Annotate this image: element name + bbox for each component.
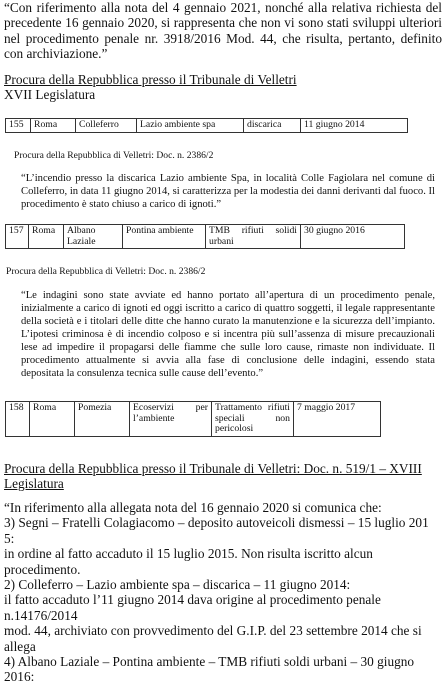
cell-company: Pontina ambiente [123, 225, 206, 249]
body-line: 2) Colleferro – Lazio ambiente spa – discarica – 11 giugno 2014: [4, 577, 351, 593]
top-quote: “Con riferimento alla nota del 4 gennaio 2021, nonché alla relativa richiesta del precedente 16 gennaio 2020, si rappresenta che non vi sono stati sviluppi ulteriori nel procedimento penale nr. 3918/2016 Mod. 44, che risulta, pertanto, definito con archiviazione.” [4, 0, 442, 62]
cell-num: 155 [6, 119, 31, 133]
cell-date: 30 giugno 2016 [301, 225, 405, 249]
body-text [4, 500, 442, 685]
body-line: mod. 44, archiviato con provvedimento del G.I.P. del 23 settembre 2014 che si allega [4, 623, 422, 654]
cell-date: 11 giugno 2014 [301, 119, 408, 133]
section-heading-velletri [4, 72, 297, 102]
quote-block-1: “L’incendio presso la discarica Lazio ambiente Spa, in località Colle Fagiolara nel comune di Colleferro, in data 11 giugno 2014, si caratterizza per la modestia dei danni derivanti dal fuoco. Il procedimento è stato chiuso a carico di ignoti.” [21, 173, 435, 210]
section-title: Procura della Repubblica presso il Tribunale di Velletri [4, 72, 297, 87]
source-ref-2: Procura della Repubblica di Velletri: Doc. n. 2386/2 [6, 266, 206, 277]
body-line: il fatto accaduto l’11 giugno 2014 dava origine al procedimento penale n.14176/2014 [4, 592, 381, 623]
cell-city: Roma [30, 402, 75, 437]
section-subtitle: XVII Legislatura [4, 87, 96, 102]
quote-block-2: “Le indagini sono state avviate ed hanno portato all’apertura di un procedimento penale, inizialmente a carico di ignoti ed oggi iscritto a carico di quattro soggetti, il legale rappresentante della società e i titolari delle ditte che hanno curato la manutenzione e la sicurezza dell’impianto. L’ipotesi criminosa è di incendio colposo e si incentra più sull’assenza di misure precauzionali lese ad impedire il propagarsi delle fiamme che sulle loro cause, rimaste non individuate. Il procedimento attualmente si avvia alla fase di conclusione delle indagini, essendo stata depositata la consulenza tecnica sulle cause dell’evento.” [21, 290, 435, 379]
body-line: 4) Albano Laziale – Pontina ambiente – TMB rifiuti soldi urbani – 30 giugno 2016: [4, 654, 415, 685]
table-row-158 [5, 401, 381, 437]
cell-num: 158 [6, 402, 30, 437]
cell-type: TMB rifiuti solidi urbani [206, 225, 301, 249]
cell-company: Ecoservizi per l’ambiente [130, 402, 212, 437]
cell-town: Colleferro [76, 119, 137, 133]
cell-town: Albano Laziale [64, 225, 123, 249]
cell-city: Roma [29, 225, 64, 249]
table-row-155 [5, 118, 408, 133]
cell-date: 7 maggio 2017 [294, 402, 381, 437]
cell-type: Trattamento rifiuti speciali non pericolosi [212, 402, 294, 437]
cell-type: discarica [244, 119, 301, 133]
cell-city: Roma [31, 119, 76, 133]
cell-company: Lazio ambiente spa [137, 119, 244, 133]
body-line: 3) Segni – Fratelli Colagiacomo – deposito autoveicoli dismessi – 15 luglio 201 5: [4, 515, 429, 546]
source-ref-1: Procura della Repubblica di Velletri: Doc. n. 2386/2 [14, 150, 214, 161]
table-row-157 [5, 224, 405, 249]
cell-town: Pomezia [75, 402, 130, 437]
section-heading-doc-519: Procura della Repubblica presso il Tribunale di Velletri: Doc. n. 519/1 – XVIII Legislatura [4, 461, 422, 491]
cell-num: 157 [6, 225, 29, 249]
body-line: “In riferimento alla allegata nota del 16 gennaio 2020 si comunica che: [4, 500, 382, 515]
body-line: in ordine al fatto accaduto il 15 luglio 2015. Non risulta iscritto alcun procedimento. [4, 546, 373, 577]
